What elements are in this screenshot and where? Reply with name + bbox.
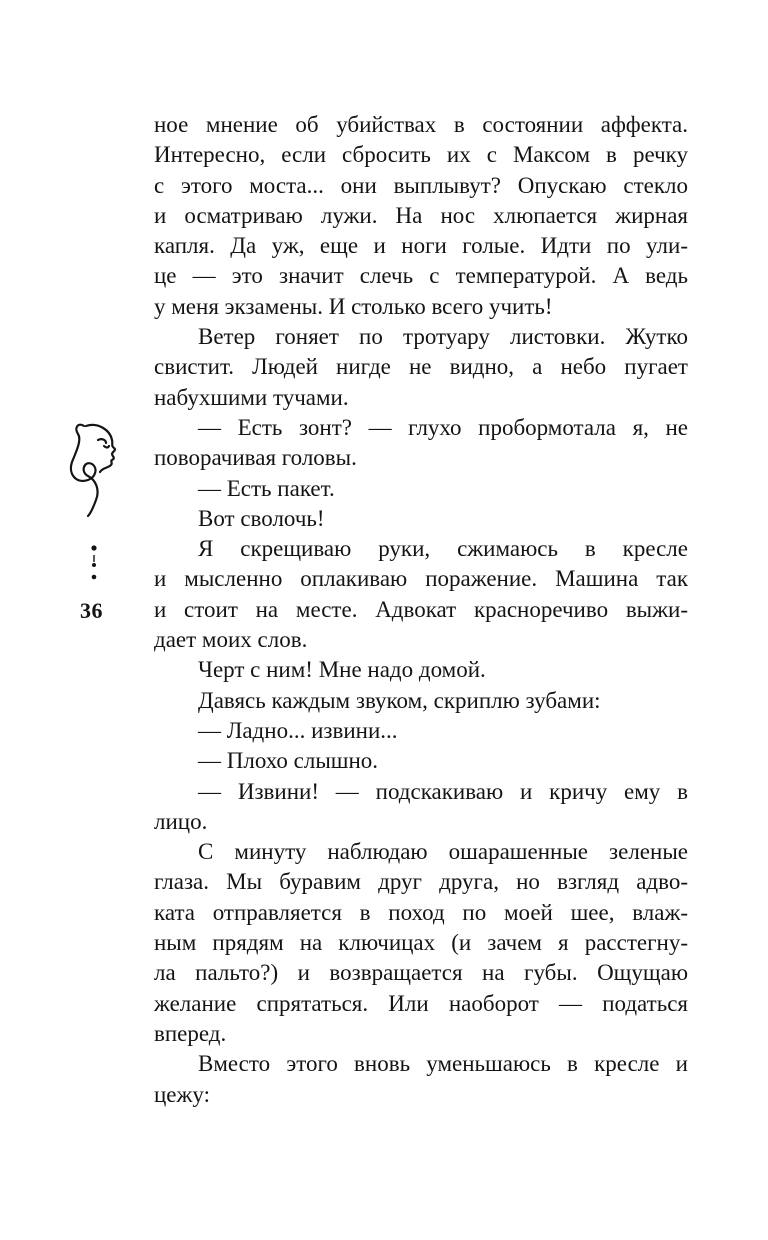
text-line: ным прядям на ключицах (и зачем я расстегну- (154, 930, 688, 956)
text-line: ное мнение об убийствах в состоянии аффекта. (154, 112, 688, 137)
vertical-dots-icon (89, 545, 99, 581)
paragraph (154, 716, 688, 746)
text-line: Черт с ним! Мне надо домой. (198, 657, 486, 683)
paragraph (154, 837, 688, 1049)
page-number: 36 (80, 598, 103, 623)
text-line: цежу: (154, 1081, 210, 1107)
text-line: Давясь каждым звуком, скриплю зубами: (198, 687, 601, 713)
paragraph (154, 110, 688, 322)
paragraph (154, 1049, 688, 1110)
text-line: С минуту наблюдаю ошарашенные зеленые (198, 839, 688, 865)
text-line: Интересно, если сбросить их с Максом в речку (154, 142, 688, 168)
text-line: — Ладно... извини... (198, 717, 398, 743)
paragraph (154, 686, 688, 716)
text-line: лицо. (154, 808, 208, 834)
text-line: ката отправляется в поход по моей шее, влаж- (154, 899, 688, 925)
paragraph (154, 534, 688, 655)
paragraph (154, 504, 688, 534)
text-line: желание спрятаться. Или наоборот — податься (154, 990, 688, 1016)
text-line: глаза. Мы буравим друг друга, но взгляд адво- (154, 869, 688, 895)
text-line: Вот сволочь! (198, 505, 325, 531)
paragraph (154, 413, 688, 474)
text-line: капля. Да уж, еще и ноги голые. Идти по ули- (154, 233, 688, 259)
text-line: — Есть пакет. (198, 475, 335, 501)
text-line: поворачивая головы. (154, 445, 357, 471)
text-line: и осматриваю лужи. На нос хлюпается жирная (154, 202, 688, 228)
text-line: Ветер гоняет по тротуару листовки. Жутко (198, 324, 688, 350)
paragraph (154, 777, 688, 838)
paragraph (154, 474, 688, 504)
paragraph (154, 655, 688, 685)
text-line: набухшими тучами. (154, 384, 349, 410)
face-profile-icon (62, 418, 132, 518)
text-line: Вместо этого вновь уменьшаюсь в кресле и (198, 1051, 688, 1077)
text-line: це — это значит слечь с температурой. А ведь (154, 263, 688, 289)
body-text (154, 110, 688, 1110)
text-line: — Есть зонт? — глухо пробормотала я, не (198, 414, 688, 440)
paragraph (154, 746, 688, 776)
text-line: — Извини! — подскакиваю и кричу ему в (198, 778, 688, 804)
text-line: с этого моста... они выплывут? Опускаю стекло (154, 172, 688, 198)
text-line: — Плохо слышно. (198, 748, 379, 774)
text-line: у меня экзамены. И столько всего учить! (154, 293, 553, 319)
paragraph (154, 322, 688, 413)
text-line: вперед. (154, 1020, 227, 1046)
text-line: дает моих слов. (154, 627, 308, 653)
text-line: свистит. Людей нигде не видно, а небо пугает (154, 354, 688, 380)
text-line: Я скрещиваю руки, сжимаюсь в кресле (198, 536, 688, 562)
text-line: и стоит на месте. Адвокат красноречиво выжи- (154, 596, 688, 622)
text-line: и мысленно оплакиваю поражение. Машина так (154, 566, 688, 592)
text-line: ла пальто?) и возвращается на губы. Ощущаю (154, 960, 688, 986)
